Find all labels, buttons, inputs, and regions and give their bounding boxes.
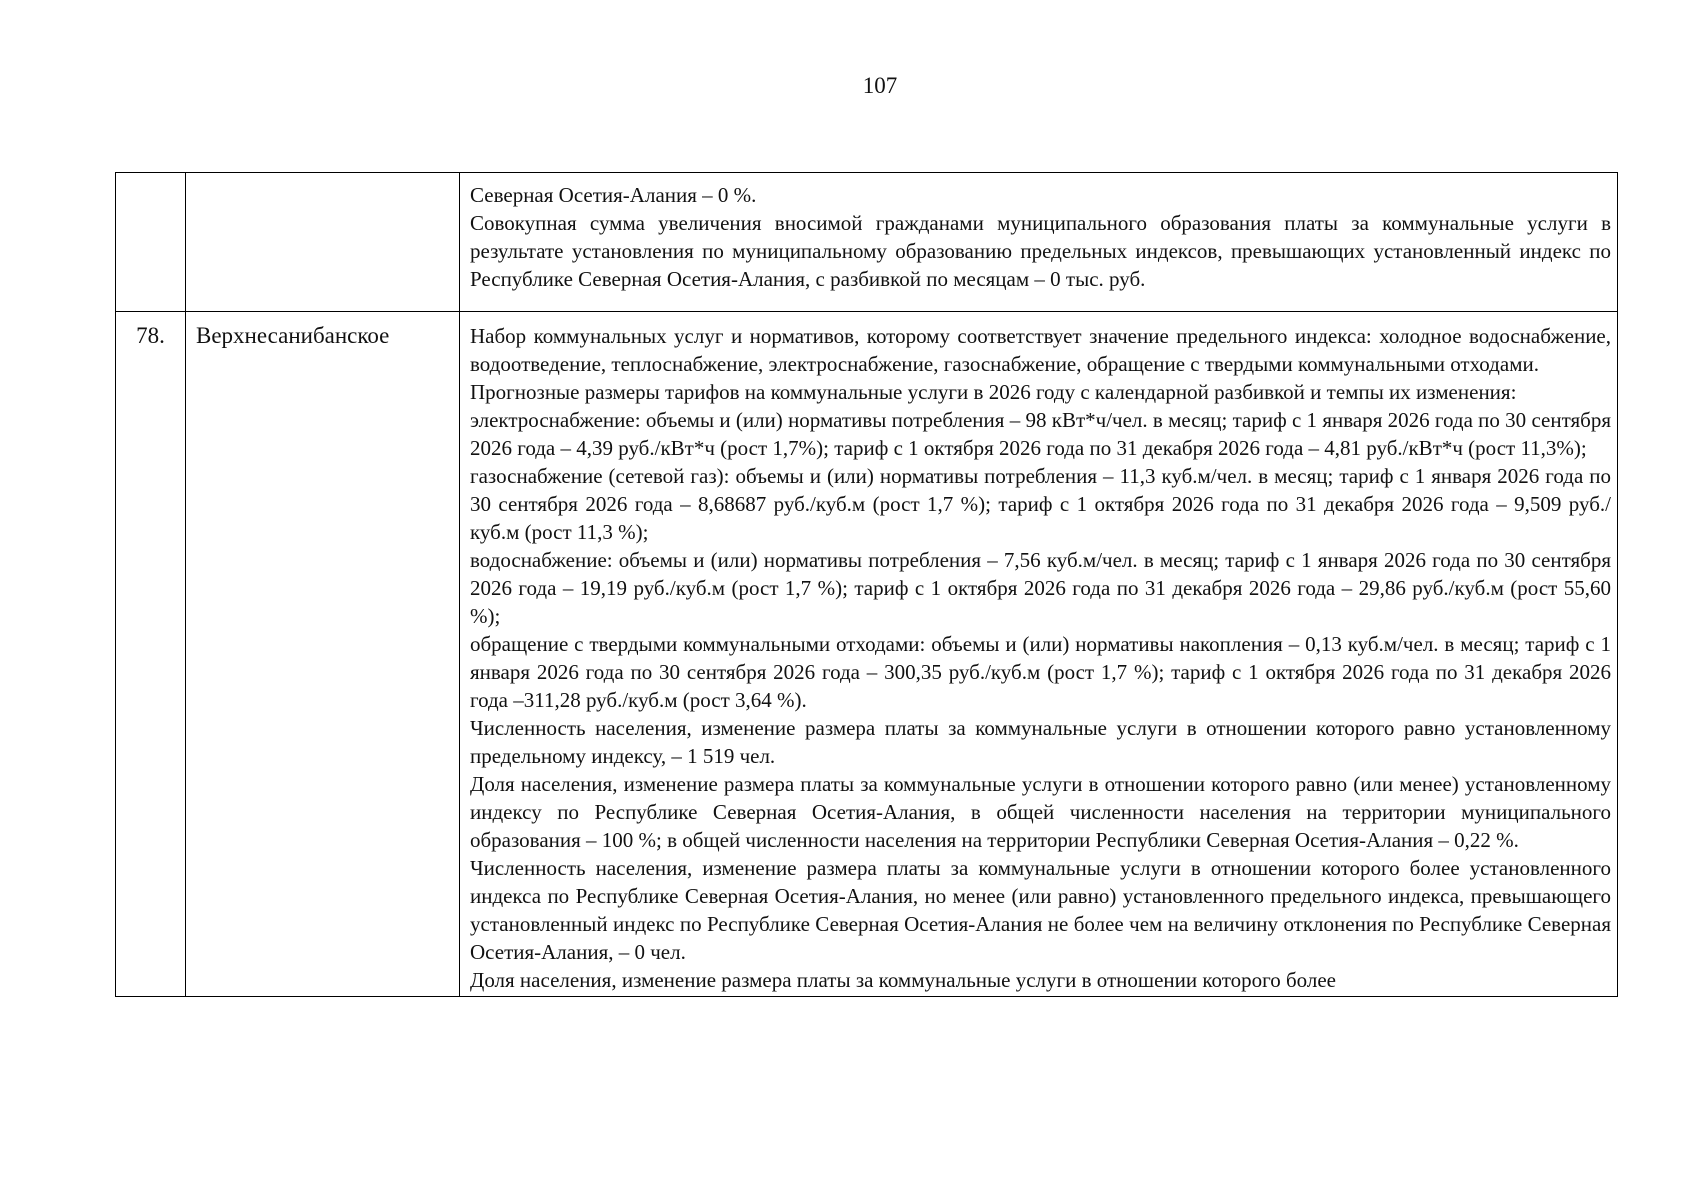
paragraph: Доля населения, изменение размера платы за коммунальные услуги в отношении которого равно (или менее) установленному индексу по Республике Северная Осетия-Алания, в общей численности населения на территории муниципального образования – 100 %; в общей численности населения на территории Республики Северная Осетия-Алания – 0,22 %. <box>470 772 1611 852</box>
description-cell <box>460 312 1618 997</box>
paragraph: электроснабжение: объемы и (или) нормативы потребления – 98 кВт*ч/чел. в месяц; тариф с 1 января 2026 года по 30 сентября 2026 года – 4,39 руб./кВт*ч (рост 1,7%); тариф с 1 октября 2026 года по 31 декабря 2026 года – 4,81 руб./кВт*ч (рост 11,3%); <box>470 408 1611 460</box>
paragraph: Прогнозные размеры тарифов на коммунальные услуги в 2026 году с календарной разбивкой и темпы их изменения: <box>470 380 1517 404</box>
table-row <box>116 312 1618 997</box>
page-number: 107 <box>862 73 898 98</box>
paragraph: газоснабжение (сетевой газ): объемы и (или) нормативы потребления – 11,3 куб.м/чел. в месяц; тариф с 1 января 2026 года по 30 сентября 2026 года – 8,68687 руб./куб.м (рост 1,7 %); тариф с 1 октября 2026 года по 31 декабря 2026 года – 9,509 руб./куб.м (рост 11,3 %); <box>470 464 1611 544</box>
paragraph: Численность населения, изменение размера платы за коммунальные услуги в отношении которого более установленного индекса по Республике Северная Осетия-Алания, но менее (или равно) установленного предельного индекса, превышающего установленный индекс по Республике Северная Осетия-Алания не более чем на величину отклонения по Республике Северная Осетия-Алания, – 0 чел. <box>470 856 1611 964</box>
paragraph: Северная Осетия-Алания – 0 %. <box>470 183 757 207</box>
tariff-table <box>115 172 1618 997</box>
row-number-cell <box>116 173 186 312</box>
paragraph: Совокупная сумма увеличения вносимой гражданами муниципального образования платы за коммунальные услуги в результате установления по муниципальному образованию предельных индексов, превышающих установленный индекс по Республике Северная Осетия-Алания, с разбивкой по месяцам – 0 тыс. руб. <box>470 211 1611 291</box>
paragraph: водоснабжение: объемы и (или) нормативы потребления – 7,56 куб.м/чел. в месяц; тариф с 1 января 2026 года по 30 сентября 2026 года – 19,19 руб./куб.м (рост 1,7 %); тариф с 1 октября 2026 года по 31 декабря 2026 года – 29,86 руб./куб.м (рост 55,60 %); <box>470 548 1611 628</box>
paragraph: Набор коммунальных услуг и нормативов, которому соответствует значение предельного индекса: холодное водоснабжение, водоотведение, теплоснабжение, электроснабжение, газоснабжение, обращение с твердыми коммунальными отходами. <box>470 324 1611 376</box>
row-number-cell: 78. <box>116 312 186 997</box>
municipality-name-cell <box>186 173 460 312</box>
paragraph: Доля населения, изменение размера платы за коммунальные услуги в отношении которого более <box>470 968 1337 992</box>
paragraph: обращение с твердыми коммунальными отходами: объемы и (или) нормативы накопления – 0,13 куб.м/чел. в месяц; тариф с 1 января 2026 года по 30 сентября 2026 года – 300,35 руб./куб.м (рост 1,7 %); тариф с 1 октября 2026 года по 31 декабря 2026 года –311,28 руб./куб.м (рост 3,64 %). <box>470 632 1611 712</box>
paragraph: Численность населения, изменение размера платы за коммунальные услуги в отношении которого равно установленному предельному индексу, – 1 519 чел. <box>470 716 1611 768</box>
table-row <box>116 173 1618 312</box>
municipality-name-cell: Верхнесанибанское <box>186 312 460 997</box>
description-cell <box>460 173 1618 312</box>
